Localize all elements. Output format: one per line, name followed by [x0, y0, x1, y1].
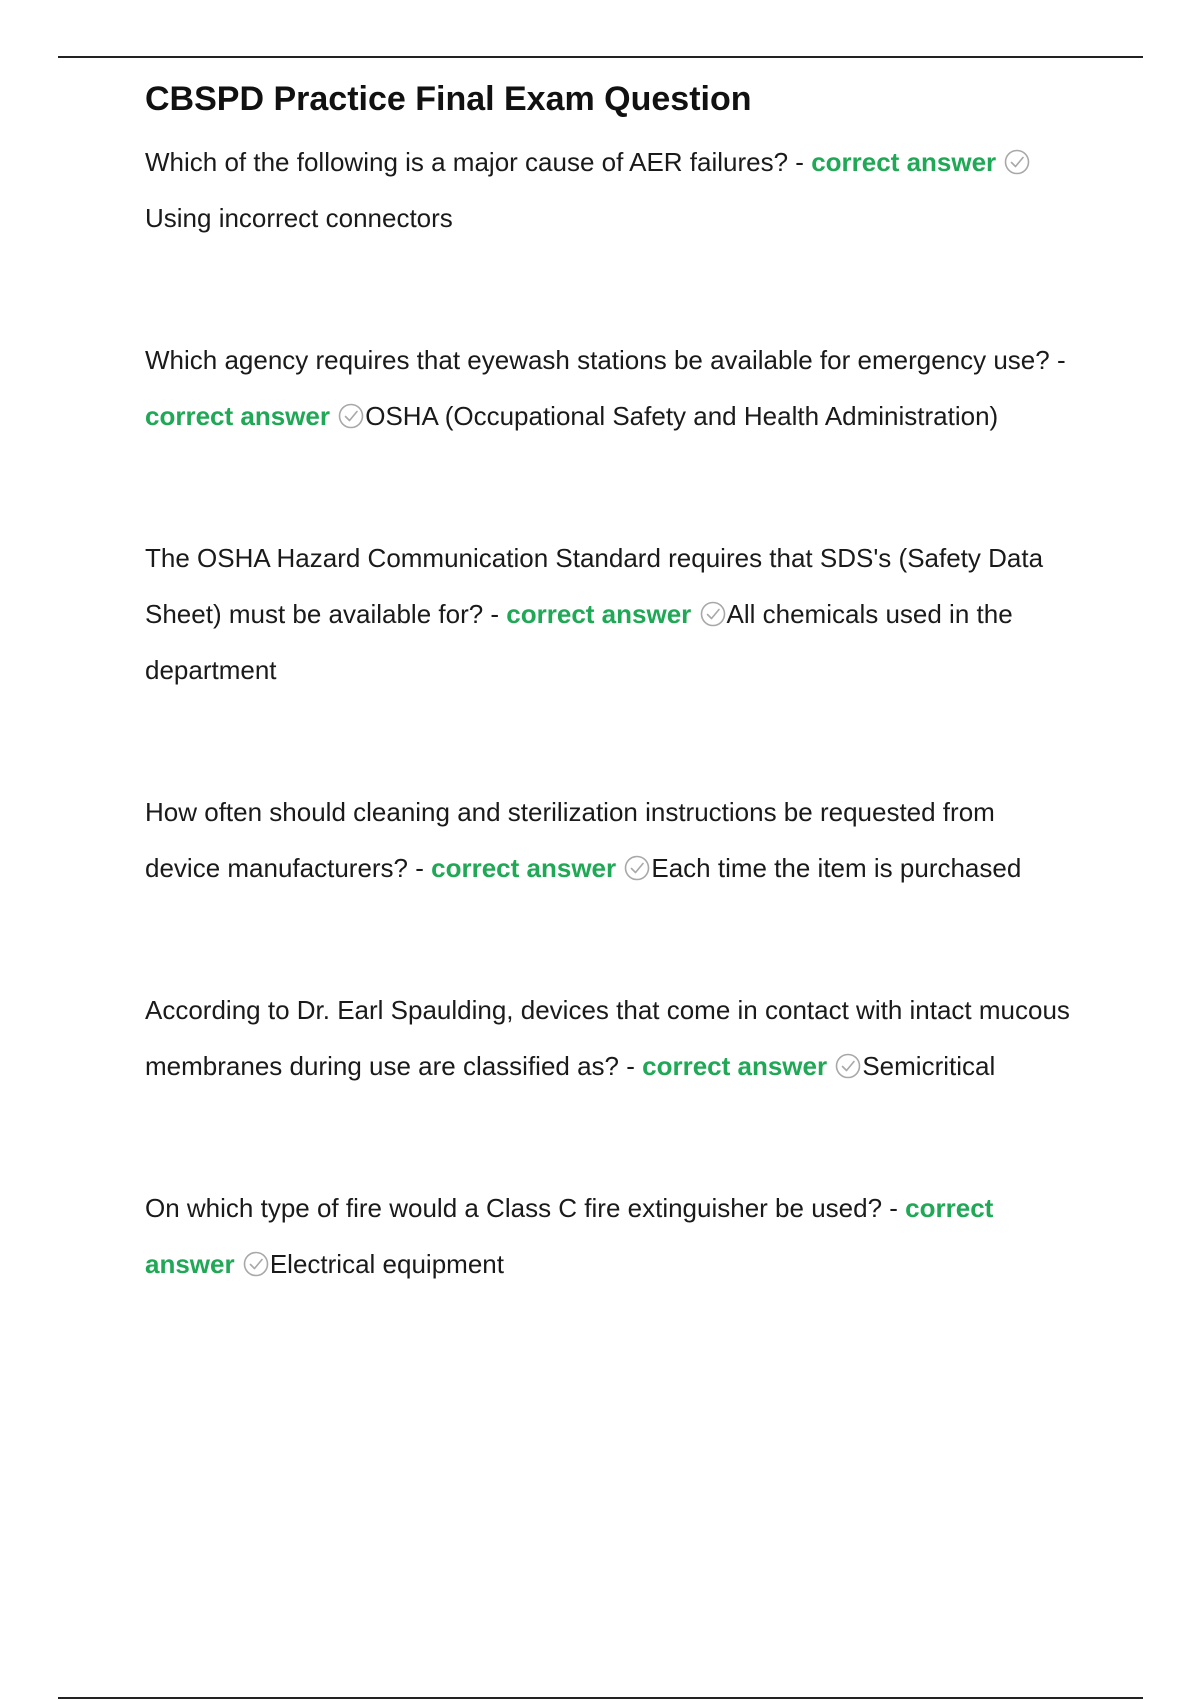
- question-text: According to Dr. Earl Spaulding, devices that come in contact with intact mucous membranes during use are classified as? -: [145, 995, 1070, 1081]
- check-circle-icon: [1003, 148, 1031, 176]
- check-circle-icon: [623, 854, 651, 882]
- check-circle-icon: [834, 1052, 862, 1080]
- qa-item: [145, 332, 1075, 444]
- question-text: Which of the following is a major cause of AER failures? -: [145, 147, 812, 177]
- correct-answer-label: correct answer: [811, 147, 997, 177]
- question-text: On which type of fire would a Class C fire extinguisher be used? -: [145, 1193, 906, 1223]
- qa-item: [145, 134, 1075, 246]
- correct-answer-label: correct answer: [145, 1193, 994, 1279]
- answer-text: OSHA (Occupational Safety and Health Administration): [365, 401, 999, 431]
- answer-text: Each time the item is purchased: [651, 853, 1022, 883]
- check-circle-icon: [242, 1250, 270, 1278]
- bottom-rule: [58, 1697, 1143, 1699]
- correct-answer-label: correct answer: [642, 1051, 828, 1081]
- question-text: Which agency requires that eyewash stations be available for emergency use? -: [145, 345, 1066, 375]
- question-text: How often should cleaning and sterilization instructions be requested from device manufacturers? -: [145, 797, 995, 883]
- answer-text: All chemicals used in the department: [145, 599, 1013, 685]
- qa-item: [145, 982, 1075, 1094]
- document-body: [145, 76, 1075, 1292]
- answer-text: Semicritical: [862, 1051, 996, 1081]
- correct-answer-label: correct answer: [506, 599, 692, 629]
- qa-item: [145, 530, 1075, 698]
- answer-text: Electrical equipment: [269, 1249, 504, 1279]
- page-title: CBSPD Practice Final Exam Question: [145, 80, 752, 118]
- correct-answer-label: correct answer: [145, 401, 330, 431]
- top-rule: [58, 56, 1143, 58]
- correct-answer-label: correct answer: [431, 853, 617, 883]
- check-circle-icon: [699, 600, 727, 628]
- qa-item: [145, 1180, 1075, 1292]
- answer-text: Using incorrect connectors: [145, 203, 453, 233]
- qa-item: [145, 784, 1075, 896]
- question-text: The OSHA Hazard Communication Standard requires that SDS's (Safety Data Sheet) must be available for? -: [145, 543, 1044, 629]
- check-circle-icon: [337, 402, 365, 430]
